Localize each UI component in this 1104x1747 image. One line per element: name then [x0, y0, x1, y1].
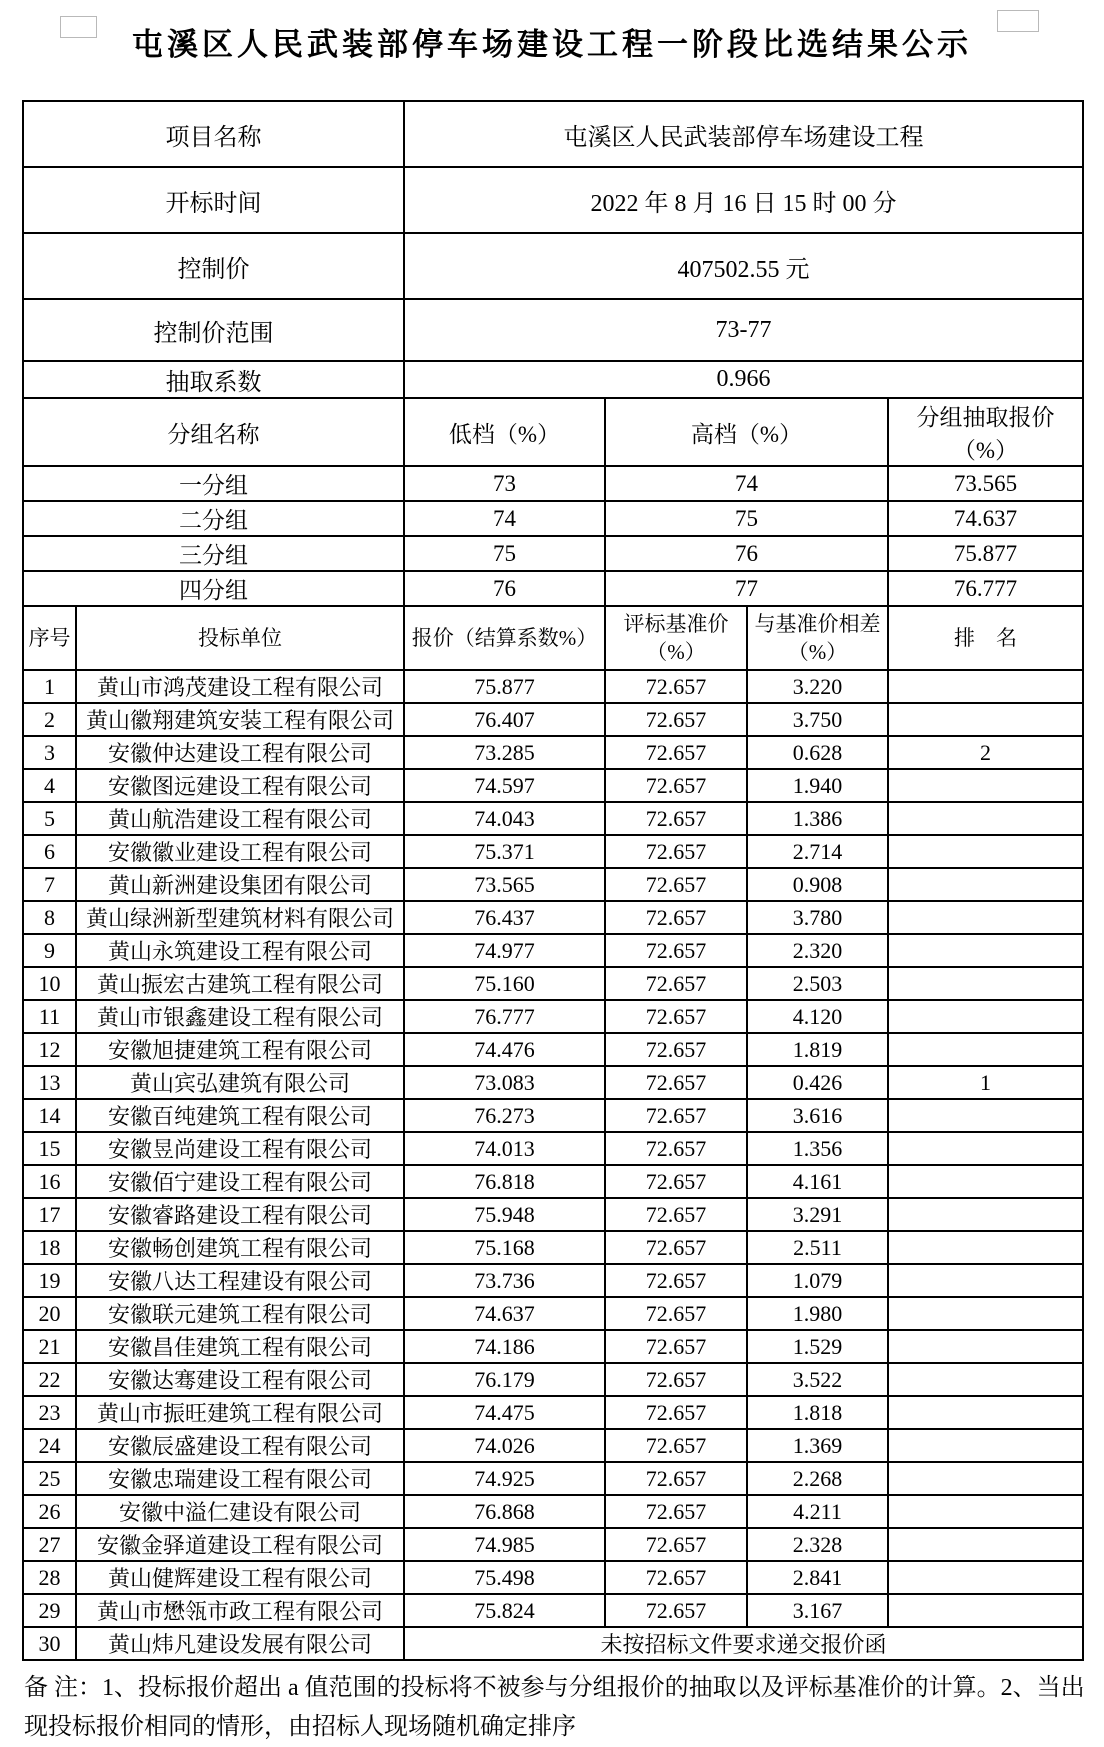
bid-rank-cell: [888, 1033, 1083, 1066]
group-high-cell: 77: [605, 571, 888, 606]
bid-company-cell: 安徽金驿道建设工程有限公司: [76, 1528, 404, 1561]
group-name-cell: 三分组: [23, 536, 404, 571]
bid-rank-cell: [888, 703, 1083, 736]
bid-rank-cell: [888, 901, 1083, 934]
bid-diff-cell: 0.908: [747, 868, 888, 901]
bid-company-cell: 安徽中溢仁建设有限公司: [76, 1495, 404, 1528]
bid-no-cell: 29: [23, 1594, 76, 1627]
bid-row: [23, 1231, 1083, 1264]
bid-company-cell: 安徽佰宁建设工程有限公司: [76, 1165, 404, 1198]
bid-no-cell: 18: [23, 1231, 76, 1264]
group-header-low: 低档（%）: [404, 398, 605, 466]
bid-row: [23, 1165, 1083, 1198]
bid-company-cell: 黄山航浩建设工程有限公司: [76, 802, 404, 835]
bid-base-price-cell: 72.657: [605, 736, 747, 769]
bid-company-cell: 黄山市懋瓴市政工程有限公司: [76, 1594, 404, 1627]
bid-base-price-cell: 72.657: [605, 1000, 747, 1033]
bid-base-price-cell: 72.657: [605, 901, 747, 934]
bid-rank-cell: [888, 835, 1083, 868]
broken-image-placeholder-top-left: [60, 16, 97, 38]
bid-base-price-cell: 72.657: [605, 1561, 747, 1594]
group-low-cell: 74: [404, 501, 605, 536]
bid-price-cell: 75.948: [404, 1198, 605, 1231]
bid-base-price-cell: 72.657: [605, 868, 747, 901]
bid-price-cell: 76.818: [404, 1165, 605, 1198]
bid-diff-cell: 0.628: [747, 736, 888, 769]
bid-company-cell: 安徽百纯建筑工程有限公司: [76, 1099, 404, 1132]
bid-company-cell: 安徽仲达建设工程有限公司: [76, 736, 404, 769]
bid-no-cell: 30: [23, 1627, 76, 1660]
bid-rank-cell: [888, 868, 1083, 901]
bid-row: [23, 1627, 1083, 1660]
bid-price-cell: 76.777: [404, 1000, 605, 1033]
bid-base-price-cell: 72.657: [605, 703, 747, 736]
bid-diff-cell: 1.940: [747, 769, 888, 802]
group-row: [23, 501, 1083, 536]
group-price-table: [22, 397, 1084, 607]
bid-table-body: [23, 670, 1083, 1660]
bid-result-table: [22, 605, 1084, 1661]
bid-rank-cell: [888, 1594, 1083, 1627]
project-info-table: [22, 100, 1084, 399]
bid-no-cell: 22: [23, 1363, 76, 1396]
info-value: 407502.55 元: [404, 233, 1083, 299]
bid-company-cell: 安徽畅创建筑工程有限公司: [76, 1231, 404, 1264]
bid-row: [23, 1528, 1083, 1561]
bid-no-cell: 24: [23, 1429, 76, 1462]
info-value: 73-77: [404, 299, 1083, 361]
bid-diff-cell: 4.161: [747, 1165, 888, 1198]
bid-diff-cell: 3.291: [747, 1198, 888, 1231]
info-row-control-price: [23, 233, 1083, 299]
bid-rank-cell: 1: [888, 1066, 1083, 1099]
bid-row: [23, 769, 1083, 802]
bid-diff-cell: 0.426: [747, 1066, 888, 1099]
bid-table-header: [23, 606, 1083, 670]
bid-price-cell: 75.160: [404, 967, 605, 1000]
info-row-project-name: [23, 101, 1083, 167]
group-row: [23, 466, 1083, 501]
bid-row: [23, 1396, 1083, 1429]
bid-rank-cell: [888, 1396, 1083, 1429]
bid-header-rank: 排 名: [888, 606, 1083, 670]
info-label: 项目名称: [23, 101, 404, 167]
bid-base-price-cell: 72.657: [605, 769, 747, 802]
bid-base-price-cell: 72.657: [605, 934, 747, 967]
bid-row: [23, 868, 1083, 901]
bid-price-cell: 75.498: [404, 1561, 605, 1594]
bid-base-price-cell: 72.657: [605, 1594, 747, 1627]
info-label: 控制价范围: [23, 299, 404, 361]
bid-company-cell: 黄山健辉建设工程有限公司: [76, 1561, 404, 1594]
info-row-extract-coefficient: [23, 361, 1083, 398]
page-title: 屯溪区人民武装部停车场建设工程一阶段比选结果公示: [132, 27, 972, 62]
bid-company-cell: 安徽八达工程建设有限公司: [76, 1264, 404, 1297]
bid-rank-cell: [888, 1561, 1083, 1594]
bid-diff-cell: 3.750: [747, 703, 888, 736]
bid-row: [23, 736, 1083, 769]
group-high-cell: 75: [605, 501, 888, 536]
info-value: 0.966: [404, 361, 1083, 398]
bid-price-cell: 74.977: [404, 934, 605, 967]
bid-diff-cell: 2.511: [747, 1231, 888, 1264]
bid-company-cell: 安徽睿路建设工程有限公司: [76, 1198, 404, 1231]
bid-row: [23, 1099, 1083, 1132]
bid-no-cell: 5: [23, 802, 76, 835]
bid-rank-cell: [888, 1099, 1083, 1132]
bid-base-price-cell: 72.657: [605, 670, 747, 703]
bid-diff-cell: 1.356: [747, 1132, 888, 1165]
bid-price-cell: 76.273: [404, 1099, 605, 1132]
bid-rank-cell: [888, 967, 1083, 1000]
bid-base-price-cell: 72.657: [605, 1132, 747, 1165]
bid-diff-cell: 1.386: [747, 802, 888, 835]
bid-company-cell: 安徽昌佳建筑工程有限公司: [76, 1330, 404, 1363]
group-low-cell: 75: [404, 536, 605, 571]
bid-company-cell: 黄山振宏古建筑工程有限公司: [76, 967, 404, 1000]
bid-row: [23, 1594, 1083, 1627]
bid-price-cell: 75.824: [404, 1594, 605, 1627]
bid-row: [23, 703, 1083, 736]
bid-no-cell: 28: [23, 1561, 76, 1594]
bid-company-cell: 黄山市振旺建筑工程有限公司: [76, 1396, 404, 1429]
bid-base-price-cell: 72.657: [605, 1528, 747, 1561]
bid-price-cell: 74.013: [404, 1132, 605, 1165]
bid-price-cell: 76.437: [404, 901, 605, 934]
bid-no-cell: 3: [23, 736, 76, 769]
bid-row: [23, 670, 1083, 703]
bid-row: [23, 802, 1083, 835]
bid-no-cell: 9: [23, 934, 76, 967]
bid-price-cell: 74.026: [404, 1429, 605, 1462]
bid-diff-cell: 3.780: [747, 901, 888, 934]
bid-no-cell: 4: [23, 769, 76, 802]
bid-rank-cell: 2: [888, 736, 1083, 769]
bid-diff-cell: 2.328: [747, 1528, 888, 1561]
group-extract-price-cell: 73.565: [888, 466, 1083, 501]
bid-company-cell: 安徽忠瑞建设工程有限公司: [76, 1462, 404, 1495]
bid-row: [23, 1264, 1083, 1297]
bid-company-cell: 安徽图远建设工程有限公司: [76, 769, 404, 802]
bid-row: [23, 1561, 1083, 1594]
bid-company-cell: 黄山绿洲新型建筑材料有限公司: [76, 901, 404, 934]
group-extract-price-cell: 74.637: [888, 501, 1083, 536]
bid-diff-cell: 2.841: [747, 1561, 888, 1594]
bid-diff-cell: 3.522: [747, 1363, 888, 1396]
bid-diff-cell: 1.079: [747, 1264, 888, 1297]
bid-diff-cell: 2.714: [747, 835, 888, 868]
bid-rank-cell: [888, 1198, 1083, 1231]
bid-no-cell: 10: [23, 967, 76, 1000]
bid-no-cell: 19: [23, 1264, 76, 1297]
bid-base-price-cell: 72.657: [605, 1231, 747, 1264]
bid-rank-cell: [888, 1297, 1083, 1330]
bid-diff-cell: 1.818: [747, 1396, 888, 1429]
bid-no-cell: 14: [23, 1099, 76, 1132]
bid-no-cell: 8: [23, 901, 76, 934]
bid-base-price-cell: 72.657: [605, 1396, 747, 1429]
bid-no-cell: 2: [23, 703, 76, 736]
bid-no-cell: 25: [23, 1462, 76, 1495]
bid-no-cell: 21: [23, 1330, 76, 1363]
bid-price-cell: 73.083: [404, 1066, 605, 1099]
bid-header-company: 投标单位: [76, 606, 404, 670]
bid-no-cell: 7: [23, 868, 76, 901]
bid-base-price-cell: 72.657: [605, 1462, 747, 1495]
bid-company-cell: 安徽联元建筑工程有限公司: [76, 1297, 404, 1330]
bid-no-cell: 13: [23, 1066, 76, 1099]
bid-base-price-cell: 72.657: [605, 1429, 747, 1462]
group-header-extract-price: 分组抽取报价（%）: [888, 398, 1083, 466]
bid-base-price-cell: 72.657: [605, 835, 747, 868]
bid-rank-cell: [888, 1495, 1083, 1528]
bid-row: [23, 1330, 1083, 1363]
bid-no-cell: 1: [23, 670, 76, 703]
group-high-cell: 74: [605, 466, 888, 501]
bid-row: [23, 1033, 1083, 1066]
bid-base-price-cell: 72.657: [605, 1330, 747, 1363]
bid-diff-cell: 3.167: [747, 1594, 888, 1627]
group-low-cell: 76: [404, 571, 605, 606]
group-name-cell: 二分组: [23, 501, 404, 536]
group-header-high: 高档（%）: [605, 398, 888, 466]
bid-rank-cell: [888, 802, 1083, 835]
bid-row: [23, 901, 1083, 934]
bid-price-cell: 76.868: [404, 1495, 605, 1528]
bid-rank-cell: [888, 769, 1083, 802]
remark-note: 备 注：1、投标报价超出 a 值范围的投标将不被参与分组报价的抽取以及评标基准价的计算。2、当出现投标报价相同的情形，由招标人现场随机确定排序: [24, 1675, 1085, 1740]
bid-row: [23, 1000, 1083, 1033]
bid-base-price-cell: 72.657: [605, 1066, 747, 1099]
bid-diff-cell: 1.369: [747, 1429, 888, 1462]
bid-rank-cell: [888, 670, 1083, 703]
group-table-header: [23, 398, 1083, 466]
bid-price-cell: 74.186: [404, 1330, 605, 1363]
bid-price-cell: 74.043: [404, 802, 605, 835]
bid-price-cell: 73.736: [404, 1264, 605, 1297]
bid-company-cell: 黄山徽翔建筑安装工程有限公司: [76, 703, 404, 736]
bid-no-cell: 20: [23, 1297, 76, 1330]
bid-header-base-price: 评标基准价（%）: [605, 606, 747, 670]
bid-base-price-cell: 72.657: [605, 1099, 747, 1132]
group-row: [23, 571, 1083, 606]
bid-price-cell: 74.597: [404, 769, 605, 802]
group-table-body: [23, 466, 1083, 606]
bid-no-cell: 26: [23, 1495, 76, 1528]
bid-diff-cell: 4.211: [747, 1495, 888, 1528]
bid-price-cell: 74.637: [404, 1297, 605, 1330]
bid-company-cell: 安徽辰盛建设工程有限公司: [76, 1429, 404, 1462]
bid-price-cell: 73.285: [404, 736, 605, 769]
group-name-cell: 一分组: [23, 466, 404, 501]
bid-price-cell: 74.476: [404, 1033, 605, 1066]
bid-company-cell: 黄山市鸿茂建设工程有限公司: [76, 670, 404, 703]
result-tables: [22, 100, 1082, 1661]
bid-company-cell: 安徽达骞建设工程有限公司: [76, 1363, 404, 1396]
bid-rank-cell: [888, 1165, 1083, 1198]
bid-rank-cell: [888, 1231, 1083, 1264]
bid-no-cell: 17: [23, 1198, 76, 1231]
bid-base-price-cell: 72.657: [605, 1198, 747, 1231]
info-value: 屯溪区人民武装部停车场建设工程: [404, 101, 1083, 167]
bid-header-price: 报价（结算系数%）: [404, 606, 605, 670]
group-name-cell: 四分组: [23, 571, 404, 606]
bid-row: [23, 1132, 1083, 1165]
bid-price-cell: 73.565: [404, 868, 605, 901]
bid-base-price-cell: 72.657: [605, 1165, 747, 1198]
bid-company-cell: 黄山炜凡建设发展有限公司: [76, 1627, 404, 1660]
bid-price-cell: 75.877: [404, 670, 605, 703]
bid-row: [23, 835, 1083, 868]
group-low-cell: 73: [404, 466, 605, 501]
bid-diff-cell: 3.616: [747, 1099, 888, 1132]
bid-company-cell: 安徽旭捷建筑工程有限公司: [76, 1033, 404, 1066]
bid-company-cell: 黄山市银鑫建设工程有限公司: [76, 1000, 404, 1033]
bid-base-price-cell: 72.657: [605, 1495, 747, 1528]
bid-diff-cell: 3.220: [747, 670, 888, 703]
bid-base-price-cell: 72.657: [605, 967, 747, 1000]
bid-row: [23, 1066, 1083, 1099]
bid-rank-cell: [888, 1132, 1083, 1165]
bid-price-cell: 75.168: [404, 1231, 605, 1264]
info-label: 控制价: [23, 233, 404, 299]
bid-company-cell: 安徽昱尚建设工程有限公司: [76, 1132, 404, 1165]
bid-no-cell: 27: [23, 1528, 76, 1561]
bid-company-cell: 黄山永筑建设工程有限公司: [76, 934, 404, 967]
bid-no-cell: 15: [23, 1132, 76, 1165]
group-row: [23, 536, 1083, 571]
bid-rank-cell: [888, 1429, 1083, 1462]
bid-rank-cell: [888, 934, 1083, 967]
group-extract-price-cell: 76.777: [888, 571, 1083, 606]
group-header-name: 分组名称: [23, 398, 404, 466]
bid-diff-cell: 1.529: [747, 1330, 888, 1363]
bid-row: [23, 1429, 1083, 1462]
info-value: 2022 年 8 月 16 日 15 时 00 分: [404, 167, 1083, 233]
bid-price-cell: 74.985: [404, 1528, 605, 1561]
bid-price-cell: 74.475: [404, 1396, 605, 1429]
group-high-cell: 76: [605, 536, 888, 571]
bid-diff-cell: 2.320: [747, 934, 888, 967]
bid-base-price-cell: 72.657: [605, 1264, 747, 1297]
bid-base-price-cell: 72.657: [605, 1033, 747, 1066]
bid-base-price-cell: 72.657: [605, 1297, 747, 1330]
bid-price-cell: 76.407: [404, 703, 605, 736]
bid-price-cell: 74.925: [404, 1462, 605, 1495]
bid-header-no: 序号: [23, 606, 76, 670]
bid-no-cell: 12: [23, 1033, 76, 1066]
bid-row: [23, 934, 1083, 967]
bid-diff-cell: 1.980: [747, 1297, 888, 1330]
bid-rank-cell: [888, 1363, 1083, 1396]
bid-row: [23, 1198, 1083, 1231]
bid-company-cell: 黄山宾弘建筑有限公司: [76, 1066, 404, 1099]
bid-diff-cell: 2.503: [747, 967, 888, 1000]
bid-price-cell: 76.179: [404, 1363, 605, 1396]
bid-row: [23, 1495, 1083, 1528]
broken-image-placeholder-top-right: [997, 10, 1039, 32]
bid-row: [23, 967, 1083, 1000]
info-label: 开标时间: [23, 167, 404, 233]
bid-no-cell: 11: [23, 1000, 76, 1033]
bid-row: [23, 1363, 1083, 1396]
bid-company-cell: 安徽徽业建设工程有限公司: [76, 835, 404, 868]
bid-diff-cell: 2.268: [747, 1462, 888, 1495]
info-row-open-time: [23, 167, 1083, 233]
bid-row: [23, 1462, 1083, 1495]
bid-row: [23, 1297, 1083, 1330]
bid-diff-cell: 1.819: [747, 1033, 888, 1066]
bid-header-diff: 与基准价相差（%）: [747, 606, 888, 670]
bid-company-cell: 黄山新洲建设集团有限公司: [76, 868, 404, 901]
bid-no-cell: 16: [23, 1165, 76, 1198]
bid-base-price-cell: 72.657: [605, 1363, 747, 1396]
bid-diff-cell: 4.120: [747, 1000, 888, 1033]
bid-rank-cell: [888, 1330, 1083, 1363]
info-row-control-price-range: [23, 299, 1083, 361]
info-label: 抽取系数: [23, 361, 404, 398]
bid-price-cell: 75.371: [404, 835, 605, 868]
bid-rank-cell: [888, 1264, 1083, 1297]
bid-no-cell: 6: [23, 835, 76, 868]
bid-rank-cell: [888, 1000, 1083, 1033]
bid-note-cell: 未按招标文件要求递交报价函: [404, 1627, 1083, 1660]
bid-rank-cell: [888, 1462, 1083, 1495]
bid-base-price-cell: 72.657: [605, 802, 747, 835]
bid-no-cell: 23: [23, 1396, 76, 1429]
bid-rank-cell: [888, 1528, 1083, 1561]
group-extract-price-cell: 75.877: [888, 536, 1083, 571]
